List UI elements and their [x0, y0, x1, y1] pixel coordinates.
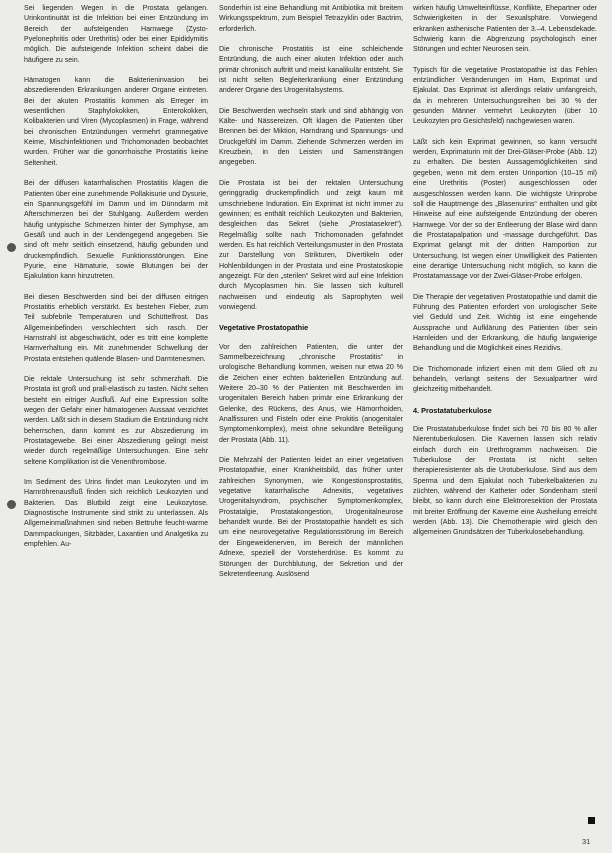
text-column-right: [413, 4, 597, 549]
paragraph: Die Prostata ist bei der rektalen Untersuchung geringgradig druckempfindlich und zeigt kaum mit umschriebene Induration. Ein Exprimat ist nicht immer zu gewinnen; es enthält reichlich Leukozyten und Bakterien, desgleichen das Sekret (siehe „Prostatasekret“). Regelmäßig sollte nach Trichomonaden gefahndet werden. Es hat reichlich Verteilungsmuster in den Prostata zur Darstellung von Strikturen, Divertikeln oder Hohlenbildungen in der Prostata und eine Prostatoskopie angezeigt. Für den „sterilen“ Sekret wird auf eine Infektion durch Mycoplasmen hin. Sie lassen sich kulturell nachweisen und eindeutig als Saprophyten weil vorwiegend.: [219, 179, 403, 311]
paragraph: Typisch für die vegetative Prostatopathie ist das Fehlen entzündlicher Veränderungen im Harn, Exprimat und Ejakulat. Das Exprimat ist allerdings relativ umfangreich, da in mehreren Untersuchungsreihen bei 30 % der gesunden Männer vermehrt Leukozyten (über 10 Leukozyten pro Gesichtsfeld) nachgewiesen waren.: [413, 66, 597, 126]
paragraph: Die Trichomonade infiziert einen mit dem Glied oft zu behandeln, verlangt seitens der Sexualpartner wird gleichzeitig mitbehandelt.: [413, 365, 597, 394]
paragraph: Vor den zahlreichen Patienten, die unter der Sammelbezeichnung „chronische Prostatitis“ in urologische Behandlung kommen, weisen nur etwa 20 % die Zeichen einer echten bakteriellen Entzündung auf. Weitere 20–30 % der Patienten mit Beschwerden im urogenitalen Bereich haben primär eine Erkrankung der Gelenke, des Rückens, des Anus, wie Hämorrhoiden, Analfissuren und Fisteln oder eine Prokitis (anogenitaler Symptomenkomplex), meist ohne sekundäre Beteiligung der Prostata (Abb. 11).: [219, 343, 403, 444]
section-heading: Vegetative Prostatopathie: [219, 323, 309, 333]
text-column-left: [24, 4, 208, 561]
paragraph: Sonderhin ist eine Behandlung mit Antibiotika mit breitem Wirkungsspektrum, zum Beispiel Tetrazyklin oder Bactrim, erforderlich.: [219, 5, 403, 33]
end-of-article-mark: [588, 817, 595, 824]
paragraph: Die Beschwerden wechseln stark und sind abhängig von Kälte- und Nässereizen. Oft klagen die Patienten über Brennen bei der Miktion, Harndrang und Spannungs- und Druckgefühl im Damm. Ziehende Schmerzen werden im Kreuzbein, in den Leisten und Samensträngen angegeben.: [219, 107, 403, 167]
paragraph: Die Mehrzahl der Patienten leidet an einer vegetativen Prostatopathie, einer Krankheitsbild, das früher unter zahlreichen Synonymen, wie Kongestionsprostatitis, vegetative katarrhalische Adnexitis, vegetatives Urogenitalsyndrom, psychischer Symptomenkomplex, Prostatalgie, Prostatakongestion, Urogenitalneurose behandelt wurde. Bei der Prostatopathie handelt es sich um eine neurovegetative Regulationsstörung im Bereich der Eingeweidenerven, im Bereich der männlichen Adnexe, speziell der Vorsteherdrüse. Es kommt zu Störungen der Durchblutung, der Sekretion und der Sekretentleerung. Auslösend: [219, 457, 403, 578]
paragraph: Die chronische Prostatitis ist eine schleichende Entzündung, die auch einer akuten Infektion oder auch primär chronisch auftritt und meist kanalikulär entsteht. Sie ist nicht selten Begleiterkrankung einer Entzündung anderer Organe des Urogenitalsystems.: [219, 46, 403, 95]
paragraph: Hämatogen kann die Bakterieninvasion bei abszedierenden Erkrankungen anderer Organe eintreten. Bei der akuten Prostatitis kommen als Erreger im wesentlichen Staphylokokken, Enterokokken, Kolibakterien und Viren (Mycoplasmen) in Frage, während bei chronischen Entzündungen vermehrt gramnegative Keime, Mischinfektionen und Trichomonaden beobachtet wurden. Früher war die gonorrhoische Prostatitis keine Seltenheit.: [24, 77, 208, 167]
paragraph: Im Sediment des Urins findet man Leukozyten und im Harnröhrenausfluß finden sich reichlich Leukozyten und Bakterien. Das Blutbild zeigt eine Leukozytose. Diagnostische Instrumente sind strikt zu unterlassen. Als Allgemeinmaßnahmen sind neben Bettruhe feucht-warme Dammpackungen, Sitzbäder, Laxantien und Analgetika zu empfehlen. Au-: [24, 479, 208, 549]
paragraph: Läßt sich kein Exprimat gewinnen, so kann versucht werden, Exprimaturin mit der Drei-Gläser-Probe (Abb. 12) zu erhalten. Die besten Aussagemöglichkeiten sind gegeben, wenn mit dem ersten Urinportion (10–15 ml) eine Urethritis (Poster) ausgeschlossen oder ausgeschlossen werden kann. Die wichtigste Urinprobe soll die Hauptmenge des „Blasenurins“ enthalten und gibt Hinweise auf eine aufsteigende Entzündung der oberen Harnwege. Vor der so der Entleerung der Blase wird dann die Prostatapalpation und -massage durchgeführt. Das Exprimat gelangt mit der dritten Harnportion zur Untersuchung. Ist wegen einer Unwilligkeit des Patienten eine derartige Untersuchung nicht möglich, so kann die Prostatamassage vor der Zwei-Gläser-Probe erfolgen.: [413, 138, 597, 281]
page-number: 31: [582, 837, 591, 846]
section-heading: 4. Prostatatuberkulose: [413, 405, 492, 415]
paragraph: Bei diesen Beschwerden sind bei der diffusen eitrigen Prostatitis erheblich verstärkt. Es bestehen Fieber, zum Teil subfebrile Temperaturen und Schüttelfrost. Das Allgemeinbefinden verschlechtert sich rasch. Der Harnstrahl ist abgeschwächt, oder es tritt eine komplette Harnverhaltung ein. Mit zunehmender Schwellung der Prostata entstehen quälende Blasen- und Darmtenesmen.: [24, 293, 208, 363]
paragraph: wirken häufig Umwelteinflüsse, Konflikte, Ehepartner oder Schwierigkeiten in der Sexualsphäre. Vorwiegend erkranken asthenische Patienten der 3.–4. Lebensdekade. Schwierig kann die Abgrenzung psychologisch einer Störungen und echter Neurosen sein.: [413, 5, 597, 54]
paragraph: Die Prostatatuberkulose findet sich bei 70 bis 80 % aller Nierentuberkulosen. Die Kavernen lassen sich relativ einfach durch ein Urethrogramm nachweisen. Die Tuberkulose der Prostata ist nicht selten therapieresistenter als die Urotuberkulose. Sind aus dem Sperma und dem Ejakulat noch Tuberkelbakterien zu züchten, während der Katheter oder Sondenharn steril bleibt, so kann durch eine Elektroresektion der Prostata mit breiter Eröffnung der Kaverne eine Ausheilung erreicht werden (Abb. 13). Die Chemotherapie wird gleich den allgemeinen Grundsätzen der Tuberkulosebehandlung.: [413, 426, 597, 537]
punch-hole-mark: [7, 500, 16, 509]
text-column-middle: [219, 4, 403, 590]
paragraph: Die Therapie der vegetativen Prostatopathie und damit die Führung des Patienten erfordert von urologischer Seite viel Geduld und Zeit. Wichtig ist eine eingehende Aussprache und Aufklärung des Patienten über sein Harnleiden und der Erkrankung, die häufig langwierige Behandlung und die Möglichkeit eines Rezidivs.: [413, 293, 597, 353]
paragraph: Sei liegenden Wegen in die Prostata gelangen. Urinkontinuität ist die Infektion bei einer Entzündung im Bereich der aufsteigenden Harnwege (Zysto-Pyelonephritis oder Urethritis) oder bei einer Epididymitis möglich. Die aufsteigende Infektion scheint dabei die häufigere zu sein.: [24, 5, 208, 64]
paragraph: Bei der diffusen katarrhalischen Prostatitis klagen die Patienten über eine zunehmende Pollakisurie und Dysurie, ein Spannungsgefühl im Damm und im Dünndarm mit Afterschmerzen bei der Stuhlgang. Außerdem werden häufig untypische Schmerzen hinter der Symphyse, am Gesäß und auch in der Lendengegend angegeben. Sie sind oft mehr seitlich einsetzend, häufig gebunden und druckempfindlich. Sexuelle Funktionsstörungen. Eine Pyurie, eine Hämaturie, sowie Blutungen bei der Ejakulation kann hinzutreten.: [24, 180, 208, 281]
punch-hole-mark: [7, 243, 16, 252]
paragraph: Die rektale Untersuchung ist sehr schmerzhaft. Die Prostata ist groß und prall-elastisch zu tasten. Nicht selten besteht ein eitriger Ausfluß. Auf eine Expression sollte wegen der Gefahr einer hämatogenen Aussaat verzichtet werden. Läßt sich in diesem Stadium die Entzündung nicht beherrschen, dann kommt es zur Abszedierung im Prostatagewebe. Bei einer Abszedierung gelingt meist wieder durch regelmäßige Untersuchungen. Eine sehr seltene Komplikation ist die Venenthrombose.: [24, 376, 208, 466]
